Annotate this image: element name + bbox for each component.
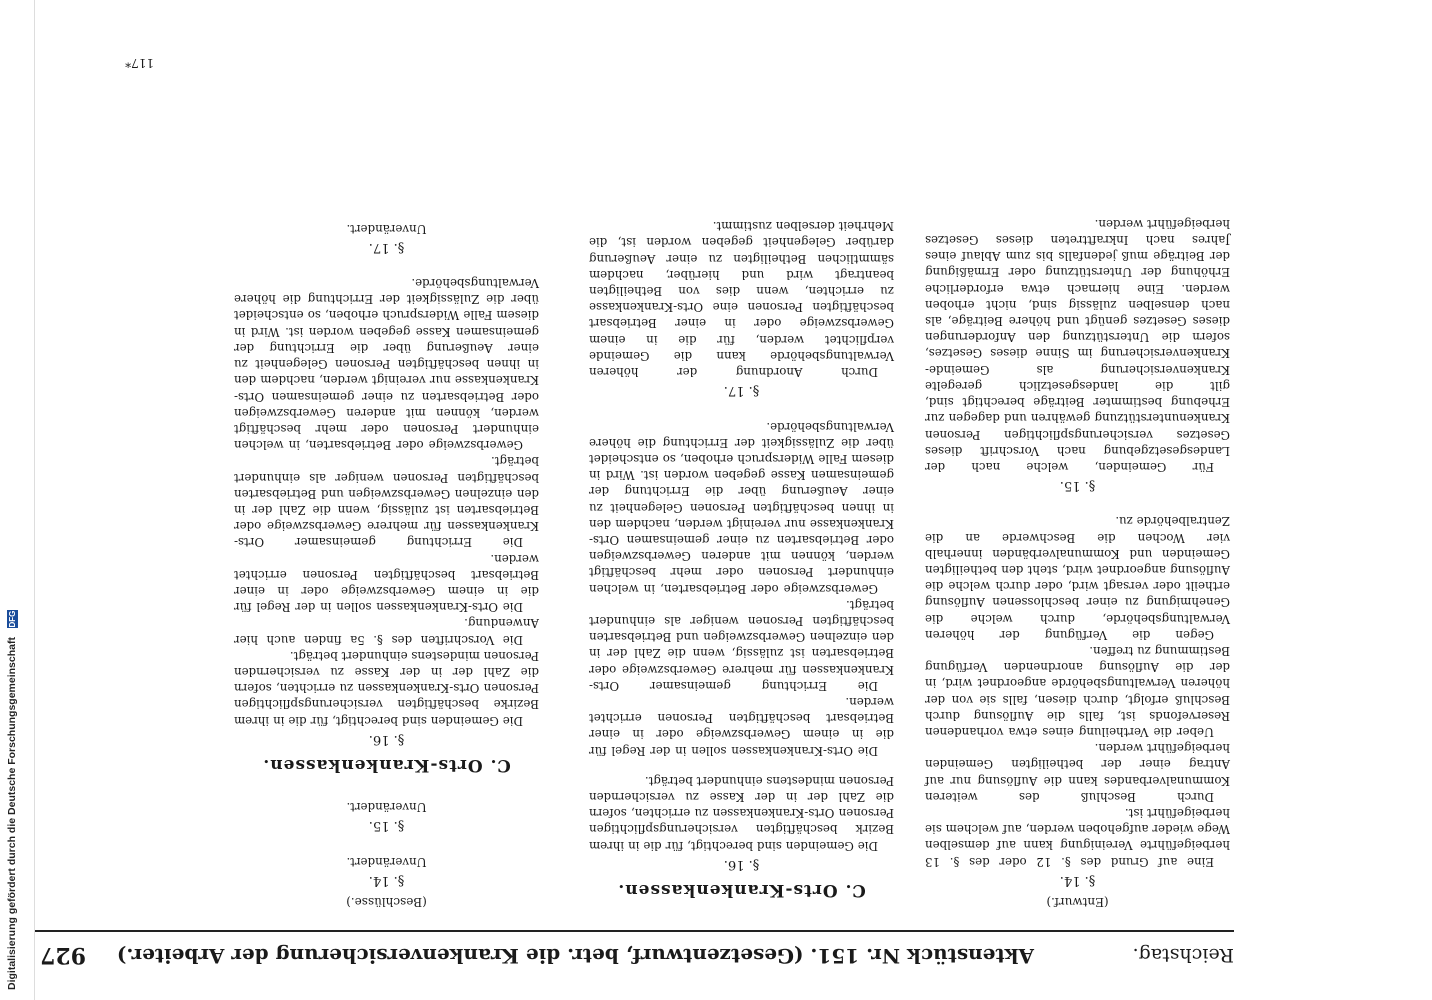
column-label: (Beschlüsse.) [346,895,427,909]
dfg-logo-icon: DFG [7,610,17,628]
section-title: §. 14. [368,872,405,888]
section-title: §. 17. [723,383,760,399]
paragraph: Gewerbszweige oder Betriebsarten, in welchen einhundert Personen oder mehr beschäftigt werden, können mit anderen Gewerbszweigen oder Betriebsarten zu einer gemeinsamen Orts-Krankenkasse nur vereinigt werden, nachdem den in ihnen beschäftigten Personen Gelegenheit zu einer Aeußerung über die Errichtung der gemeinsamen Kasse gegeben worden ist. Wird in diesem Falle Widerspruch erhoben, so entscheidet über die Zulässigkeit der Errichtung die höhere Verwaltungsbehörde. [589,419,894,596]
section-title: §. 15. [368,818,405,834]
column-draft-s16-s17 [589,218,894,910]
paragraph: Die Errichtung gemeinsamer Orts-Krankenkassen für mehrere Gewerbszweige oder Betriebsarten ist zulässig, wenn die Zahl der in den einzelnen Gewerbszweigen und Betriebsarten beschäftigten Personen weniger als einhundert beträgt. [234,454,539,550]
unchanged-note: Unverändert. [346,221,427,236]
column-resolutions [234,220,539,910]
header-left: Reichstag. [1132,944,1234,966]
paragraph: Ueber die Vertheilung eines etwa vorhandenen Reservefonds ist, falls die Auflösung durch Beschluß erfolgt, durch diesen, falls sie von der höheren Verwaltungsbehörde angeordnet wird, in der die Auflösung anordnenden Verfügung Bestimmung zu treffen. [925,643,1230,739]
section-title: §. 17. [368,239,405,255]
paragraph: Durch Beschluß des weiteren Kommunalverbandes kann die Auflösung nur auf Antrag einer der betheiligten Gemeinden herbeigeführt werden. [925,741,1230,804]
paragraph: Gewerbszweige oder Betriebsarten, in welchen einhundert Personen oder mehr beschäftigt werden, können mit anderen Gewerbszweigen oder Betriebsarten zu einer gemeinsamen Orts-Krankenkasse nur vereinigt werden, nachdem den in ihnen beschäftigten Personen Gelegenheit zu einer Aeußerung über die Errichtung der gemeinsamen Kasse gegeben worden ist. Wird in diesem Falle Widerspruch erhoben, so entscheidet über die Zulässigkeit der Errichtung die höhere Verwaltungsbehörde. [234,276,539,453]
column-label: (Entwurf.) [1046,895,1109,909]
paragraph: Die Gemeinden sind berechtigt, für die in ihrem Bezirk beschäftigten versicherungspflichtigen Personen Orts-Krankenkassen zu errichten, sofern die Zahl der in der Kasse zu versichernden Personen mindestens einhundert beträgt. [589,773,894,853]
paragraph: Die Orts-Krankenkassen sollen in der Regel für die in einem Gewerbszweige oder in einer Betriebsart beschäftigten Personen errichtet werden. [589,694,894,758]
paragraph: Die Vorschriften des §. 5a finden auch hier Anwendung. [234,616,539,647]
page-number: 927 [40,942,86,968]
column-draft-s14-s15 [925,216,1230,910]
paragraph: Die Errichtung gemeinsamer Orts-Krankenkassen für mehrere Gewerbszweige oder Betriebsarten ist zulässig, wenn die Zahl der in den einzelnen Gewerbszweigen und Betriebsarten beschäftigten Personen weniger als einhundert beträgt. [589,597,894,693]
section-title: §. 14. [1059,872,1096,888]
credit-text: Digitalisierung gefördert durch die Deutsche Forschungsgemeinschaft [6,637,18,990]
digitization-credit [6,610,18,990]
chapter-heading: C. Orts-Krankenkassen. [617,880,866,900]
paragraph: Durch Anordnung der höheren Verwaltungsbehörde kann die Gemeinde verpflichtet werden, für die in einem Gewerbszweige oder in einer Betriebsart beschäftigten Personen eine Orts-Krankenkasse zu errichten, wenn dies von Betheiligten beantragt wird und hierüber, nachdem sämmtlichen Betheiligten zu einer Aeußerung darüber Gelegenheit gegeben worden ist, die Mehrheit derselben zustimmt. [589,219,894,380]
paragraph: Eine auf Grund des §. 12 oder des §. 13 herbeigeführte Vereinigung kann auf demselben Wege wieder aufgehoben werden, auf welchem sie herbeigeführt ist. [925,805,1230,869]
footer-mark: 117* [125,56,154,70]
page-header [34,930,1234,976]
paragraph: Für Gemeinden, welche nach der Landesgesetzgebung nach Vorschrift dieses Gesetzes versicherungspflichtigen Personen Krankenunterstützung gewähren und dagegen zur Erhebung bestimmter Beiträge berechtigt sind, gilt die landesgesetzlich geregelte Krankenversicherung als Gemeinde-Krankenversicherung im Sinne dieses Gesetzes, sofern die Unterstützung den Anforderungen dieses Gesetzes genügt und höhere Beiträge, als nach denselben zulässig sind, nicht erhoben werden. Eine hiernach etwa erforderliche Erhöhung der Unterstützung oder Ermäßigung der Beiträge muß jedenfalls bis zum Ablauf eines Jahres nach Inkrafttreten dieses Gesetzes herbeigeführt werden. [925,216,1230,474]
unchanged-note: Unverändert. [346,800,427,815]
section-title: §. 15. [1059,478,1096,494]
unchanged-note: Unverändert. [346,854,427,869]
section-title: §. 16. [723,856,760,872]
paragraph: Gegen die Verfügung der höheren Verwaltungsbehörde, durch welche die Genehmigung zu einer beschlossenen Auflösung ertheilt oder versagt wird, oder durch welche die Auflösung angeordnet wird, steht den betheiligten Gemeinden und Kommunalverbänden innerhalb vier Wochen die Beschwerde an die Zentralbehörde zu. [925,514,1230,642]
paragraph: Die Gemeinden sind berechtigt, für die in ihrem Bezirke beschäftigten versicherungspflichtigen Personen Orts-Krankenkassen zu errichten, sofern die Zahl der in der Kasse zu versichernden Personen mindestens einhundert beträgt. [234,648,539,728]
digitization-strip [0,0,35,1000]
section-title: §. 16. [368,731,405,747]
chapter-heading: C. Orts-Krankenkassen. [262,754,511,775]
header-title: Aktenstück Nr. 151. (Gesetzentwurf, betr. die Krankenversicherung der Arbeiter.) [116,944,1034,968]
paragraph: Die Orts-Krankenkassen sollen in der Regel für die in einem Gewerbszweige oder in einer Betriebsart beschäftigten Personen errichtet werden. [234,551,539,615]
